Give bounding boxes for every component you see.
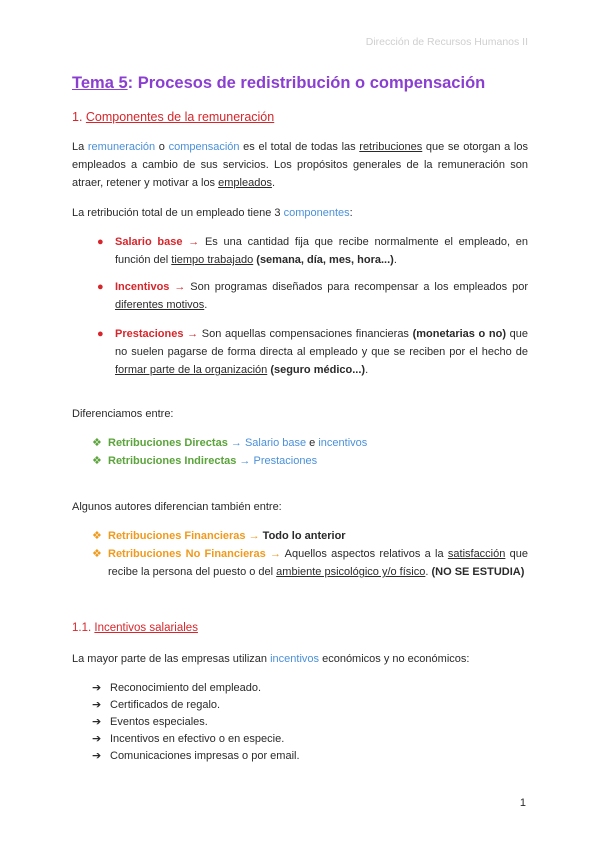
arrow-icon: ➔ <box>92 733 102 745</box>
bullet-dot-icon: ● <box>97 236 104 248</box>
diferenciamos-line: Diferenciamos entre: <box>72 408 174 420</box>
section-heading-1-1-label: Incentivos salariales <box>94 622 198 634</box>
diamond-icon: ❖ <box>92 437 102 449</box>
diamond-icon: ❖ <box>92 548 102 560</box>
total-components-line: La retribución total de un empleado tiene 3 componentes: <box>72 207 353 219</box>
retribucion-directa: Retribuciones Directas → Salario base e incentivos <box>108 437 368 449</box>
component-salario-line-1: Salario base → Es una cantidad fija que recibe normalmente el empleado, en <box>115 236 528 248</box>
component-prestaciones-line-2: no suelen pagarse de forma directa al empleado y que se reciben por el hecho de <box>115 346 528 358</box>
arrow-icon: ➔ <box>92 699 102 711</box>
list-item: ➔ Incentivos en efectivo o en especie. <box>92 730 284 748</box>
title-tema: Tema 5 <box>72 74 128 92</box>
section-heading-1-1: 1.1. Incentivos salariales <box>72 622 198 634</box>
mayor-parte-line: La mayor parte de las empresas utilizan incentivos económicos y no económicos: <box>72 653 470 665</box>
diamond-icon: ❖ <box>92 530 102 542</box>
bullet-dot-icon: ● <box>97 281 104 293</box>
intro-line-2: empleados a cambio de sus servicios. Los propósitos generales de la remuneración son <box>72 159 528 171</box>
running-header: Dirección de Recursos Humanos II <box>365 36 528 48</box>
component-incentivos-line-2: diferentes motivos. <box>115 299 208 311</box>
retribucion-no-financiera-line-2: recibe la persona del puesto o del ambiente psicológico y/o físico. (NO SE ESTUDIA) <box>108 566 525 578</box>
arrow-icon: ➔ <box>92 716 102 728</box>
intro-line-1: La remuneración o compensación es el total de todas las retribuciones que se otorgan a los <box>72 141 528 153</box>
component-salario-line-2: función del tiempo trabajado (semana, día, mes, hora...). <box>115 254 397 266</box>
component-incentivos-line-1: Incentivos → Son programas diseñados para recompensar a los empleados por <box>115 281 528 293</box>
intro-line-3: atraer, retener y motivar a los empleados. <box>72 177 276 189</box>
arrow-icon: ➔ <box>92 750 102 762</box>
diamond-icon: ❖ <box>92 455 102 467</box>
retribucion-financiera: Retribuciones Financieras → Todo lo anterior <box>108 530 346 542</box>
title-text: : Procesos de redistribución o compensación <box>127 74 486 92</box>
component-prestaciones-line-1: Prestaciones → Son aquellas compensaciones financieras (monetarias o no) que <box>115 328 528 340</box>
section-heading-1: 1. Componentes de la remuneración <box>72 110 275 124</box>
page-title <box>72 74 485 93</box>
bullet-dot-icon: ● <box>97 328 104 340</box>
list-item: ➔ Eventos especiales. <box>92 713 208 731</box>
section-heading-1-label: Componentes de la remuneración <box>85 110 275 124</box>
component-prestaciones-line-3: formar parte de la organización (seguro médico...). <box>115 364 369 376</box>
list-item: ➔ Certificados de regalo. <box>92 696 220 714</box>
list-item: ➔ Comunicaciones impresas o por email. <box>92 747 300 765</box>
page-number: 1 <box>519 797 526 809</box>
retribucion-indirecta: Retribuciones Indirectas → Prestaciones <box>108 455 318 467</box>
arrow-icon: ➔ <box>92 682 102 694</box>
list-item: ➔ Reconocimiento del empleado. <box>92 679 261 697</box>
algunos-line: Algunos autores diferencian también entre: <box>72 501 282 513</box>
retribucion-no-financiera-line-1: Retribuciones No Financieras → Aquellos aspectos relativos a la satisfacción que <box>108 548 529 560</box>
